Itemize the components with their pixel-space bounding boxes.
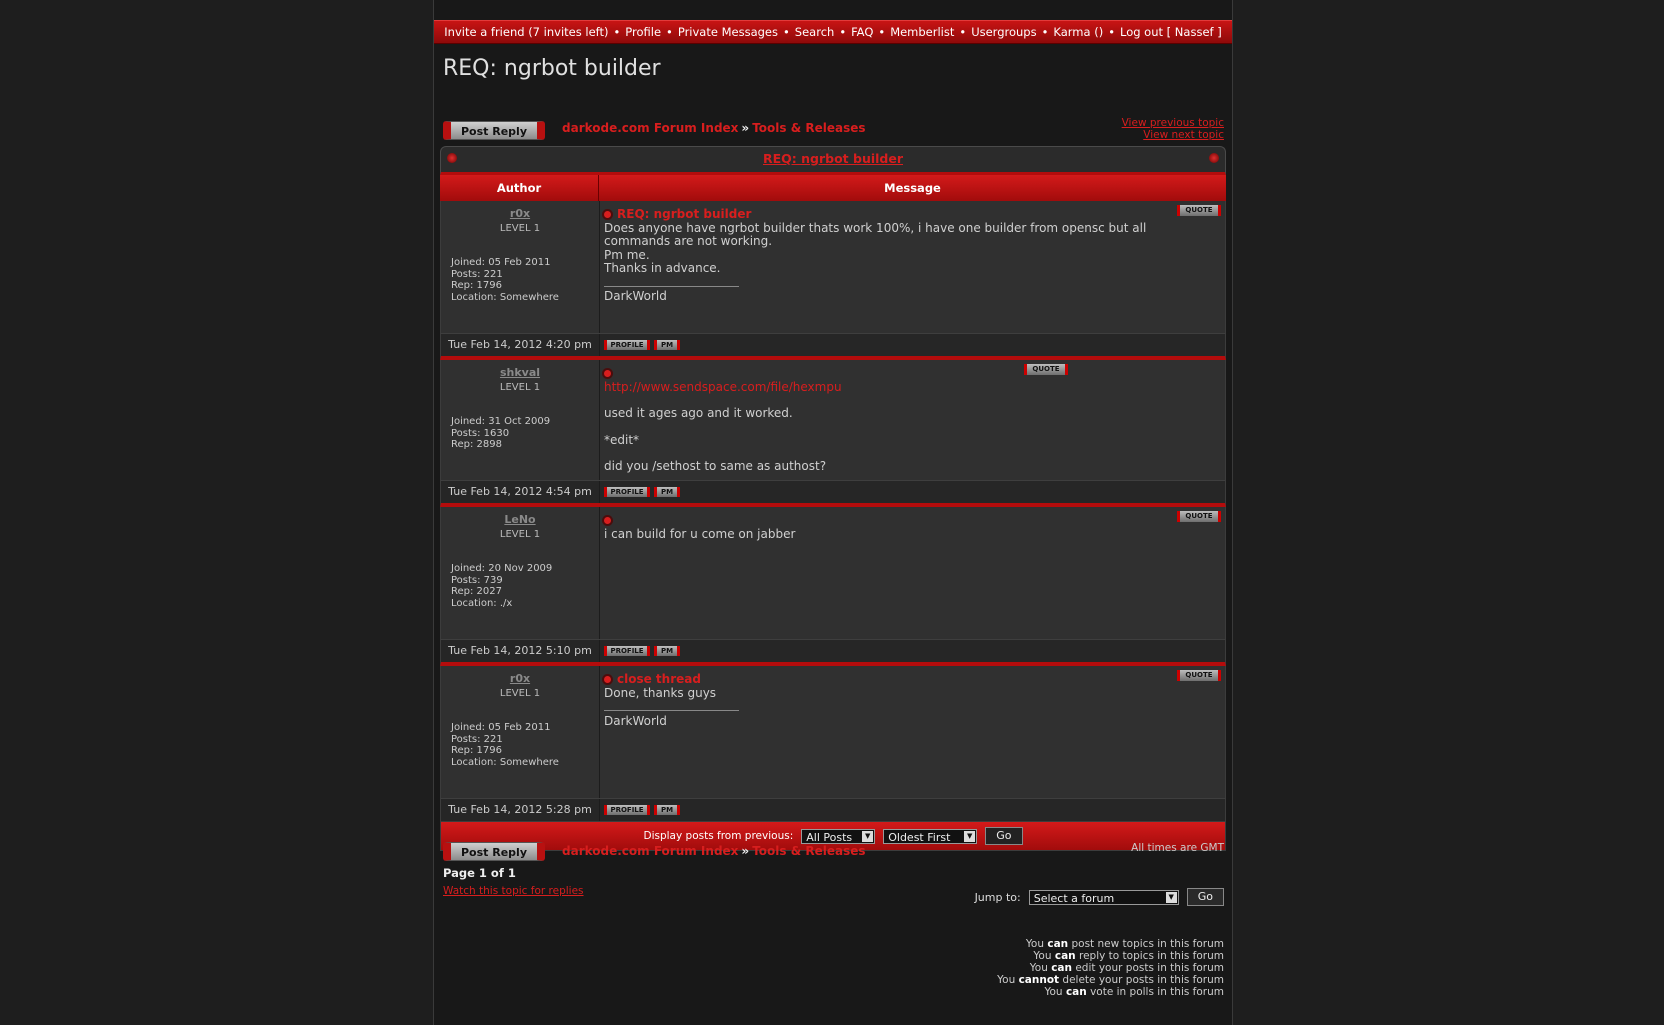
message-header: Message bbox=[884, 181, 941, 195]
post-reply-button[interactable]: Post Reply bbox=[443, 121, 545, 140]
watch-topic-link-wrap bbox=[443, 885, 584, 897]
page-title: REQ: ngrbot builder bbox=[443, 56, 661, 81]
breadcrumb bbox=[562, 121, 866, 135]
post-subject: REQ: ngrbot builder bbox=[617, 207, 752, 221]
author-rank: LEVEL 1 bbox=[499, 223, 541, 234]
post-reply-button-bottom[interactable]: Post Reply bbox=[443, 842, 545, 861]
nav-karma[interactable]: Karma () bbox=[1053, 25, 1104, 39]
permission-line bbox=[997, 950, 1224, 962]
pm-button[interactable]: PM bbox=[654, 340, 680, 350]
perm-pre: You bbox=[1044, 986, 1063, 998]
permission-line bbox=[997, 962, 1224, 974]
jump-select-value: Select a forum bbox=[1033, 891, 1115, 905]
permission-line bbox=[997, 986, 1224, 998]
post-body: *edit* bbox=[604, 432, 640, 447]
pm-button[interactable]: PM bbox=[654, 646, 680, 656]
breadcrumb-forum[interactable]: Tools & Releases bbox=[752, 844, 866, 858]
post-date: Tue Feb 14, 2012 5:28 pm bbox=[441, 799, 600, 821]
post-date: Tue Feb 14, 2012 4:54 pm bbox=[441, 481, 600, 503]
page-info: Page 1 of 1 bbox=[443, 866, 516, 880]
author-name[interactable]: LeNo bbox=[504, 513, 536, 526]
post-signature: DarkWorld bbox=[604, 713, 667, 728]
nav-faq[interactable]: FAQ bbox=[851, 25, 874, 39]
post-author bbox=[441, 201, 600, 333]
jump-go-button[interactable]: Go bbox=[1187, 888, 1224, 906]
jump-label: Jump to: bbox=[974, 890, 1021, 904]
post-message bbox=[600, 201, 1225, 333]
perm-mod: cannot bbox=[1018, 974, 1060, 986]
author-stats bbox=[451, 563, 552, 609]
nav-profile[interactable]: Profile bbox=[625, 25, 662, 39]
post bbox=[440, 507, 1226, 639]
author-rep: Rep: 2898 bbox=[451, 439, 502, 450]
posts-period-value: All Posts bbox=[806, 830, 853, 844]
watch-topic-link[interactable]: Watch this topic for replies bbox=[443, 885, 584, 897]
table-headers bbox=[440, 175, 1226, 201]
author-stats bbox=[451, 416, 550, 451]
post-author bbox=[441, 507, 600, 639]
post-subject: close thread bbox=[617, 672, 701, 686]
author-stats bbox=[451, 257, 559, 303]
post-author bbox=[441, 360, 600, 480]
post bbox=[440, 666, 1226, 798]
perm-pre: You bbox=[1033, 950, 1052, 962]
forum-permissions bbox=[997, 938, 1224, 998]
post-body: Pm me. bbox=[604, 247, 650, 262]
perm-post: post new topics in this forum bbox=[1071, 938, 1224, 950]
nav-sep: • bbox=[783, 25, 790, 39]
post-footer bbox=[440, 480, 1226, 507]
perm-mod: can bbox=[1054, 950, 1076, 962]
post-body: did you /sethost to same as authost? bbox=[604, 459, 827, 473]
quote-button[interactable]: QUOTE bbox=[1177, 205, 1221, 216]
nav-sep: • bbox=[1108, 25, 1115, 39]
table-caption bbox=[440, 146, 1226, 175]
author-rank: LEVEL 1 bbox=[499, 382, 541, 393]
author-rank: LEVEL 1 bbox=[499, 688, 541, 699]
perm-mod: can bbox=[1051, 962, 1072, 974]
post-body: Done, thanks guys bbox=[604, 685, 717, 700]
breadcrumb-index[interactable]: darkode.com Forum Index bbox=[562, 844, 739, 858]
quote-button[interactable]: QUOTE bbox=[1024, 364, 1068, 375]
post-author bbox=[441, 666, 600, 798]
perm-pre: You bbox=[1029, 962, 1048, 974]
post-bullet-icon bbox=[604, 211, 611, 218]
breadcrumb-bottom bbox=[562, 844, 866, 858]
post-body: Does anyone have ngrbot builder thats work 100%, i have one builder from opensc but all bbox=[604, 220, 1147, 235]
perm-pre: You bbox=[1025, 938, 1045, 950]
author-rep: Rep: 1796 bbox=[451, 280, 502, 291]
author-joined: Joined: 05 Feb 2011 bbox=[451, 257, 551, 268]
post-actions bbox=[600, 640, 1225, 662]
pm-button[interactable]: PM bbox=[654, 805, 680, 815]
topic-nav-links bbox=[1122, 117, 1224, 141]
author-posts: Posts: 1630 bbox=[451, 427, 510, 439]
jump-to bbox=[975, 888, 1224, 906]
post-message bbox=[600, 360, 1225, 480]
post-footer bbox=[440, 333, 1226, 360]
post-footer bbox=[440, 798, 1226, 821]
author-rank: LEVEL 1 bbox=[499, 529, 541, 540]
caption-dot-icon bbox=[1209, 153, 1219, 163]
author-rep: Rep: 2027 bbox=[451, 586, 502, 597]
post-actions bbox=[600, 799, 1225, 821]
pm-button[interactable]: PM bbox=[654, 487, 680, 497]
caption-dot-icon bbox=[447, 153, 457, 163]
sort-order-select[interactable] bbox=[883, 829, 977, 844]
chevron-down-icon: ▼ bbox=[964, 831, 975, 842]
post-body: commands are not working. bbox=[604, 234, 773, 248]
post-actions bbox=[600, 334, 1225, 356]
nav-sep: • bbox=[839, 25, 847, 39]
author-location: Location: Somewhere bbox=[451, 756, 559, 768]
profile-button[interactable]: PROFILE bbox=[604, 340, 650, 350]
perm-post: delete your posts in this forum bbox=[1062, 974, 1224, 986]
profile-button[interactable]: PROFILE bbox=[604, 487, 650, 497]
post-actions bbox=[600, 481, 1225, 503]
chevron-down-icon: ▼ bbox=[1166, 892, 1177, 903]
author-location: Location: Somewhere bbox=[451, 291, 559, 303]
nav-sep: • bbox=[1041, 25, 1049, 39]
author-name[interactable]: r0x bbox=[509, 207, 531, 220]
page-wrapper bbox=[433, 0, 1233, 1025]
nav-memberlist[interactable]: Memberlist bbox=[890, 25, 955, 39]
post-bullet-icon bbox=[604, 676, 611, 683]
author-joined: Joined: 20 Nov 2009 bbox=[451, 563, 553, 574]
post-link[interactable]: http://www.sendspace.com/file/hexmpu bbox=[604, 379, 842, 394]
signature-divider bbox=[604, 710, 739, 711]
nav-logout[interactable]: Log out [ Nassef ] bbox=[1119, 25, 1222, 39]
view-previous-topic-link[interactable]: View previous topic bbox=[1121, 117, 1224, 129]
quote-button[interactable]: QUOTE bbox=[1177, 511, 1221, 522]
nav-usergroups[interactable]: Usergroups bbox=[971, 25, 1037, 39]
breadcrumb-arrow: » bbox=[741, 121, 750, 135]
view-next-topic-link[interactable]: View next topic bbox=[1143, 129, 1224, 141]
author-stats bbox=[451, 722, 559, 768]
post-body: i can build for u come on jabber bbox=[604, 526, 796, 541]
author-joined: Joined: 31 Oct 2009 bbox=[451, 416, 551, 427]
display-go-button[interactable]: Go bbox=[985, 827, 1022, 845]
author-posts: Posts: 739 bbox=[451, 574, 503, 586]
author-rep: Rep: 1796 bbox=[451, 745, 502, 756]
chevron-down-icon: ▼ bbox=[862, 831, 873, 842]
post-body: Thanks in advance. bbox=[604, 261, 721, 275]
nav-sep: • bbox=[878, 25, 886, 39]
breadcrumb-forum[interactable]: Tools & Releases bbox=[752, 121, 866, 135]
author-posts: Posts: 221 bbox=[451, 268, 503, 280]
post-date: Tue Feb 14, 2012 5:10 pm bbox=[441, 640, 600, 662]
timezone-note: All times are GMT bbox=[1131, 842, 1224, 854]
nav-private-messages[interactable]: Private Messages bbox=[677, 25, 778, 39]
author-posts: Posts: 221 bbox=[451, 733, 503, 745]
sort-order-value: Oldest First bbox=[888, 830, 951, 844]
post-bullet-icon bbox=[604, 517, 611, 524]
perm-pre: You bbox=[997, 974, 1016, 986]
nav-sep: • bbox=[666, 25, 673, 39]
signature-divider bbox=[604, 286, 739, 287]
nav-search[interactable]: Search bbox=[794, 25, 835, 39]
nav-invite[interactable]: Invite a friend (7 invites left) bbox=[444, 25, 609, 39]
author-header: Author bbox=[440, 175, 599, 201]
top-navigation bbox=[434, 20, 1232, 44]
post bbox=[440, 360, 1226, 480]
post-footer bbox=[440, 639, 1226, 666]
post-body: used it ages ago and it worked. bbox=[604, 406, 793, 420]
post-signature: DarkWorld bbox=[604, 289, 667, 303]
post-bullet-icon bbox=[604, 370, 611, 377]
author-name[interactable]: r0x bbox=[509, 672, 531, 685]
nav-sep: • bbox=[959, 25, 967, 39]
perm-post: edit your posts in this forum bbox=[1075, 962, 1224, 974]
display-label: Display posts from previous: bbox=[643, 830, 794, 842]
perm-mod: can bbox=[1065, 986, 1087, 998]
author-name[interactable]: shkval bbox=[499, 366, 541, 379]
profile-button[interactable]: PROFILE bbox=[604, 646, 650, 656]
permission-line bbox=[997, 938, 1224, 950]
post bbox=[440, 201, 1226, 333]
posts-table bbox=[440, 146, 1226, 851]
post-message bbox=[600, 666, 1225, 798]
perm-post: vote in polls in this forum bbox=[1090, 986, 1224, 998]
author-location: Location: ./x bbox=[451, 597, 513, 609]
perm-mod: can bbox=[1047, 938, 1069, 950]
permission-line bbox=[997, 974, 1224, 986]
breadcrumb-index[interactable]: darkode.com Forum Index bbox=[562, 121, 739, 135]
nav-sep: • bbox=[613, 25, 621, 39]
profile-button[interactable]: PROFILE bbox=[604, 805, 650, 815]
post-message bbox=[600, 507, 1225, 639]
perm-post: reply to topics in this forum bbox=[1079, 950, 1224, 962]
posts-period-select[interactable] bbox=[801, 829, 875, 844]
topic-title-link[interactable]: REQ: ngrbot builder bbox=[762, 151, 904, 166]
breadcrumb-arrow: » bbox=[741, 844, 750, 858]
post-date: Tue Feb 14, 2012 4:20 pm bbox=[441, 334, 600, 356]
jump-select[interactable] bbox=[1029, 890, 1179, 905]
author-joined: Joined: 05 Feb 2011 bbox=[451, 722, 551, 733]
quote-button[interactable]: QUOTE bbox=[1177, 670, 1221, 681]
